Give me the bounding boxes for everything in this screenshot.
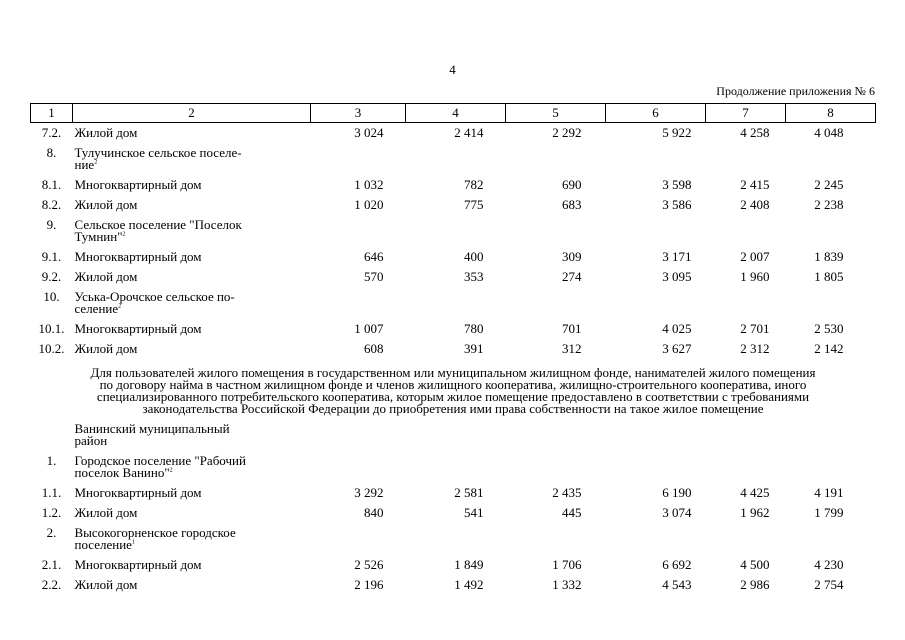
cell-col-5 — [506, 451, 606, 483]
row-name — [73, 319, 311, 339]
cell-col-8 — [786, 523, 876, 555]
row-name — [73, 419, 311, 451]
cell-col-8: 2 530 — [814, 321, 844, 336]
cell-col-5: 690 — [562, 177, 582, 192]
cell-col-5: 683 — [562, 197, 582, 212]
row-number: 1.2. — [41, 505, 62, 520]
table-row — [31, 523, 876, 555]
cell-col-8 — [786, 287, 876, 319]
table-row — [31, 143, 876, 175]
row-name — [73, 451, 311, 483]
cell-col-8: 1 799 — [814, 505, 844, 520]
row-name-text: поселок Ванино" — [74, 465, 170, 480]
cell-col-7: 4 500 — [740, 557, 770, 572]
cell-col-8: 4 191 — [814, 485, 844, 500]
cell-col-7: 2 986 — [740, 577, 770, 592]
cell-col-6 — [606, 143, 706, 175]
note-line: по договору найма в частном жилищном фонде и членов жилищного кооператива, жилищно-строительного кооператива, иного — [99, 377, 807, 392]
cell-col-4: 1 492 — [454, 577, 484, 592]
cell-col-8: 2 754 — [814, 577, 844, 592]
cell-col-4: 391 — [464, 341, 484, 356]
table-row — [31, 195, 876, 215]
cell-col-4 — [406, 143, 506, 175]
cell-col-3: 608 — [364, 341, 384, 356]
cell-col-7: 2 701 — [740, 321, 770, 336]
cell-col-8: 2 238 — [814, 197, 844, 212]
table-row — [31, 215, 876, 247]
footnote-mark: 1 — [131, 539, 135, 546]
row-name-line: Жилой дом — [74, 341, 138, 356]
cell-col-6: 6 190 — [662, 485, 692, 500]
cell-col-6 — [606, 419, 706, 451]
table-row — [31, 175, 876, 195]
cell-col-3: 840 — [364, 505, 384, 520]
cell-col-7 — [706, 451, 786, 483]
table-section-a — [31, 123, 876, 360]
cell-col-8 — [786, 143, 876, 175]
row-name-line: Жилой дом — [74, 197, 138, 212]
row-name-line — [75, 231, 311, 243]
row-number: 8.2. — [41, 197, 62, 212]
note-line: специализированного потребительского кооператива, которым жилое помещение предоставлено в соответствии с требованиями — [96, 389, 810, 404]
cell-col-6: 4 025 — [662, 321, 692, 336]
row-number: 7.2. — [41, 125, 62, 140]
row-name-line: Ванинский муниципальный — [74, 421, 230, 436]
row-name-line: Городское поселение "Рабочий — [74, 453, 246, 468]
row-number: 8.1. — [41, 177, 62, 192]
cell-col-6: 4 543 — [662, 577, 692, 592]
row-name-line: Жилой дом — [74, 125, 138, 140]
cell-col-7: 2 415 — [740, 177, 770, 192]
cell-col-6 — [606, 451, 706, 483]
row-name — [73, 247, 311, 267]
table-row — [31, 503, 876, 523]
cell-col-8: 1 839 — [814, 249, 844, 264]
header-col-1: 1 — [31, 104, 73, 123]
cell-col-7 — [706, 143, 786, 175]
table-row — [31, 319, 876, 339]
header-col-8: 8 — [786, 104, 876, 123]
section-note — [31, 359, 876, 419]
row-number: 8. — [46, 145, 57, 160]
cell-col-5: 1 706 — [552, 557, 582, 572]
row-name — [73, 575, 311, 595]
cell-col-3: 3 024 — [354, 125, 384, 140]
cell-col-5 — [506, 419, 606, 451]
cell-col-3: 2 196 — [354, 577, 384, 592]
tariff-table — [30, 103, 876, 595]
row-number: 10. — [43, 289, 60, 304]
cell-col-4: 1 849 — [454, 557, 484, 572]
cell-col-4: 2 414 — [454, 125, 484, 140]
table-row — [31, 123, 876, 144]
cell-col-5: 309 — [562, 249, 582, 264]
row-name — [73, 215, 311, 247]
row-number: 1.1. — [41, 485, 62, 500]
table-row — [31, 451, 876, 483]
table-row — [31, 419, 876, 451]
cell-col-7 — [706, 419, 786, 451]
row-number: 9.1. — [41, 249, 62, 264]
cell-col-4 — [406, 215, 506, 247]
cell-col-5 — [506, 523, 606, 555]
cell-col-6: 3 171 — [662, 249, 692, 264]
tariff-table-container — [30, 103, 875, 595]
cell-col-4: 2 581 — [454, 485, 484, 500]
cell-col-5: 312 — [562, 341, 582, 356]
row-name — [73, 175, 311, 195]
cell-col-3: 646 — [364, 249, 384, 264]
row-number: 2.2. — [41, 577, 62, 592]
row-name-line: Высокогорненское городское — [74, 525, 236, 540]
table-row — [31, 247, 876, 267]
cell-col-5: 701 — [562, 321, 582, 336]
row-name — [73, 503, 311, 523]
header-col-3: 3 — [311, 104, 406, 123]
row-name-line: Тулучинское сельское поселе- — [74, 145, 242, 160]
cell-col-3: 1 032 — [354, 177, 384, 192]
row-number: 2.1. — [41, 557, 62, 572]
cell-col-8 — [786, 215, 876, 247]
row-name-line — [75, 303, 311, 315]
cell-col-3 — [311, 215, 406, 247]
cell-col-5: 2 435 — [552, 485, 582, 500]
cell-col-3 — [311, 287, 406, 319]
cell-col-6: 3 095 — [662, 269, 692, 284]
cell-col-4 — [406, 523, 506, 555]
cell-col-3: 3 292 — [354, 485, 384, 500]
note-row — [31, 359, 876, 419]
row-number: 9.2. — [41, 269, 62, 284]
cell-col-7: 4 425 — [740, 485, 770, 500]
row-name — [73, 339, 311, 359]
row-name-text: поселение — [74, 537, 132, 552]
cell-col-5: 274 — [562, 269, 582, 284]
cell-col-4 — [406, 287, 506, 319]
header-col-2: 2 — [73, 104, 311, 123]
cell-col-8: 2 245 — [814, 177, 844, 192]
cell-col-3: 570 — [364, 269, 384, 284]
row-name — [73, 143, 311, 175]
table-row — [31, 287, 876, 319]
table-row — [31, 339, 876, 359]
cell-col-8: 4 230 — [814, 557, 844, 572]
table-row — [31, 267, 876, 287]
footnote-mark: 2 — [118, 303, 122, 310]
row-name-line — [75, 539, 311, 551]
row-name-line: Жилой дом — [74, 577, 138, 592]
cell-col-6: 6 692 — [662, 557, 692, 572]
row-name — [73, 287, 311, 319]
cell-col-7: 2 312 — [740, 341, 770, 356]
row-name — [73, 555, 311, 575]
cell-col-3 — [311, 419, 406, 451]
header-col-7: 7 — [706, 104, 786, 123]
row-name — [73, 267, 311, 287]
row-name-line: Сельское поселение "Поселок — [74, 217, 242, 232]
row-name-line: Жилой дом — [74, 505, 138, 520]
note-line: законодательства Российской Федерации до приобретения ими права собственности на такое жилое помещение — [142, 401, 764, 416]
cell-col-6: 3 598 — [662, 177, 692, 192]
table-note-section — [31, 359, 876, 419]
row-number: 10.2. — [38, 341, 65, 356]
cell-col-5: 2 292 — [552, 125, 582, 140]
row-name-line: Жилой дом — [74, 269, 138, 284]
cell-col-4: 541 — [464, 505, 484, 520]
row-name-text: Тумнин" — [74, 229, 123, 244]
row-name — [73, 123, 311, 144]
cell-col-3 — [311, 451, 406, 483]
cell-col-8: 4 048 — [814, 125, 844, 140]
cell-col-3: 1 020 — [354, 197, 384, 212]
row-name-line — [75, 435, 311, 447]
cell-col-8 — [786, 451, 876, 483]
row-name — [73, 483, 311, 503]
footnote-mark: 2 — [94, 159, 98, 166]
continuation-label: Продолжение приложения № 6 — [716, 84, 875, 98]
row-name-line: Уська-Орочское сельское по- — [74, 289, 235, 304]
header-col-4: 4 — [406, 104, 506, 123]
cell-col-6 — [606, 215, 706, 247]
row-name-line — [75, 467, 311, 479]
table-section-b — [31, 419, 876, 595]
note-line: Для пользователей жилого помещения в государственном или муниципальном жилищном фонде, нанимателей жилого помещения — [90, 365, 816, 380]
footnote-mark: 2 — [169, 467, 173, 474]
cell-col-6 — [606, 523, 706, 555]
cell-col-5: 445 — [562, 505, 582, 520]
row-number — [31, 419, 73, 451]
row-name-line: Многоквартирный дом — [74, 249, 202, 264]
cell-col-4: 782 — [464, 177, 484, 192]
row-name — [73, 523, 311, 555]
header-col-5: 5 — [506, 104, 606, 123]
cell-col-3 — [311, 523, 406, 555]
cell-col-7: 2 007 — [740, 249, 770, 264]
row-number: 9. — [46, 217, 57, 232]
row-number: 10.1. — [38, 321, 65, 336]
cell-col-4: 353 — [464, 269, 484, 284]
cell-col-5 — [506, 143, 606, 175]
row-name-text: селение — [74, 301, 119, 316]
cell-col-3: 2 526 — [354, 557, 384, 572]
cell-col-7: 4 258 — [740, 125, 770, 140]
cell-col-4 — [406, 451, 506, 483]
cell-col-4: 400 — [464, 249, 484, 264]
cell-col-5 — [506, 287, 606, 319]
cell-col-3 — [311, 143, 406, 175]
row-name-line: Многоквартирный дом — [74, 177, 202, 192]
row-name-line: Многоквартирный дом — [74, 485, 202, 500]
cell-col-6 — [606, 287, 706, 319]
row-name — [73, 195, 311, 215]
row-name-line — [75, 159, 311, 171]
row-number: 1. — [46, 453, 57, 468]
cell-col-6: 5 922 — [662, 125, 692, 140]
row-name-text: ние — [74, 157, 95, 172]
footnote-mark: 2 — [122, 231, 126, 238]
table-row — [31, 483, 876, 503]
cell-col-8 — [786, 419, 876, 451]
cell-col-4 — [406, 419, 506, 451]
cell-col-8: 1 805 — [814, 269, 844, 284]
cell-col-6: 3 586 — [662, 197, 692, 212]
cell-col-6: 3 627 — [662, 341, 692, 356]
row-name-line: Многоквартирный дом — [74, 321, 202, 336]
cell-col-7: 1 962 — [740, 505, 770, 520]
table-row — [31, 575, 876, 595]
page-number: 4 — [449, 62, 456, 77]
cell-col-3: 1 007 — [354, 321, 384, 336]
cell-col-5 — [506, 215, 606, 247]
cell-col-4: 780 — [464, 321, 484, 336]
cell-col-4: 775 — [464, 197, 484, 212]
table-row — [31, 555, 876, 575]
cell-col-7 — [706, 215, 786, 247]
cell-col-7: 2 408 — [740, 197, 770, 212]
cell-col-7 — [706, 287, 786, 319]
row-name-text: район — [74, 433, 108, 448]
row-name-line: Многоквартирный дом — [74, 557, 202, 572]
header-row — [31, 104, 876, 123]
cell-col-7: 1 960 — [740, 269, 770, 284]
header-col-6: 6 — [606, 104, 706, 123]
cell-col-6: 3 074 — [662, 505, 692, 520]
cell-col-7 — [706, 523, 786, 555]
row-number: 2. — [46, 525, 57, 540]
cell-col-8: 2 142 — [814, 341, 844, 356]
cell-col-5: 1 332 — [552, 577, 582, 592]
